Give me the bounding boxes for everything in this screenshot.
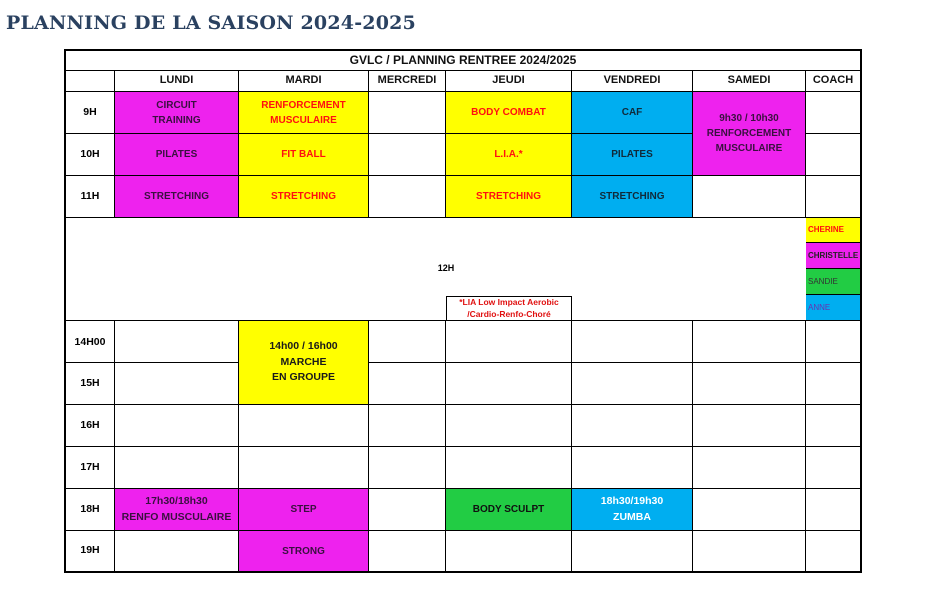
empty-cell bbox=[572, 321, 693, 363]
empty-cell bbox=[115, 531, 239, 571]
time-11h: 11H bbox=[66, 176, 115, 218]
empty-cell bbox=[446, 405, 572, 447]
empty-cell bbox=[239, 405, 369, 447]
empty-cell bbox=[446, 363, 572, 405]
page-title: PLANNING DE LA SAISON 2024-2025 bbox=[6, 12, 416, 34]
empty-cell bbox=[693, 321, 806, 363]
empty-cell bbox=[369, 531, 446, 571]
empty-cell bbox=[806, 176, 860, 218]
class-lundi-9h: CIRCUIT TRAINING bbox=[115, 92, 239, 134]
day-header-mardi: MARDI bbox=[239, 70, 369, 92]
empty-cell bbox=[369, 92, 446, 134]
corner-cell bbox=[66, 70, 115, 92]
empty-cell bbox=[806, 92, 860, 134]
empty-cell bbox=[693, 489, 806, 531]
time-14h: 14H00 bbox=[66, 321, 115, 363]
class-mardi-19h: STRONG bbox=[239, 531, 369, 571]
schedule-title: GVLC / PLANNING RENTREE 2024/2025 bbox=[66, 51, 860, 71]
empty-cell bbox=[369, 134, 446, 176]
class-jeudi-18h: BODY SCULPT bbox=[446, 489, 572, 531]
empty-cell bbox=[806, 531, 860, 571]
empty-cell bbox=[369, 405, 446, 447]
noon-band: 12H bbox=[66, 218, 806, 321]
empty-cell bbox=[693, 176, 806, 218]
class-vendredi-10h: PILATES bbox=[572, 134, 693, 176]
empty-cell bbox=[806, 447, 860, 489]
empty-cell bbox=[806, 363, 860, 405]
empty-cell bbox=[369, 447, 446, 489]
class-jeudi-10h: L.I.A.* bbox=[446, 134, 572, 176]
schedule-table bbox=[64, 49, 862, 573]
time-10h: 10H bbox=[66, 134, 115, 176]
empty-cell bbox=[115, 321, 239, 363]
empty-cell bbox=[806, 405, 860, 447]
coach-cherine: CHERINE bbox=[806, 218, 860, 243]
empty-cell bbox=[572, 447, 693, 489]
coach-anne: ANNE bbox=[806, 295, 860, 321]
day-header-jeudi: JEUDI bbox=[446, 70, 572, 92]
day-header-samedi: SAMEDI bbox=[693, 70, 806, 92]
class-jeudi-11h: STRETCHING bbox=[446, 176, 572, 218]
time-18h: 18H bbox=[66, 489, 115, 531]
class-lundi-11h: STRETCHING bbox=[115, 176, 239, 218]
empty-cell bbox=[572, 363, 693, 405]
time-17h: 17H bbox=[66, 447, 115, 489]
empty-cell bbox=[446, 531, 572, 571]
class-lundi-10h: PILATES bbox=[115, 134, 239, 176]
empty-cell bbox=[693, 405, 806, 447]
coach-christelle: CHRISTELLE bbox=[806, 243, 860, 269]
class-mardi-18h: STEP bbox=[239, 489, 369, 531]
time-9h: 9H bbox=[66, 92, 115, 134]
class-mardi-14h: 14h00 / 16h00 MARCHE EN GROUPE bbox=[239, 321, 369, 405]
empty-cell bbox=[239, 447, 369, 489]
class-vendredi-11h: STRETCHING bbox=[572, 176, 693, 218]
class-mardi-10h: FIT BALL bbox=[239, 134, 369, 176]
empty-cell bbox=[369, 363, 446, 405]
class-mardi-11h: STRETCHING bbox=[239, 176, 369, 218]
empty-cell bbox=[693, 363, 806, 405]
empty-cell bbox=[446, 447, 572, 489]
class-mardi-9h: RENFORCEMENT MUSCULAIRE bbox=[239, 92, 369, 134]
empty-cell bbox=[806, 321, 860, 363]
empty-cell bbox=[693, 447, 806, 489]
empty-cell bbox=[369, 176, 446, 218]
empty-cell bbox=[369, 321, 446, 363]
day-header-lundi: LUNDI bbox=[115, 70, 239, 92]
lia-footnote: *LIA Low Impact Aerobic /Cardio-Renfo-Choré bbox=[446, 296, 572, 321]
empty-cell bbox=[115, 447, 239, 489]
time-19h: 19H bbox=[66, 531, 115, 571]
class-samedi-9h: 9h30 / 10h30 RENFORCEMENT MUSCULAIRE bbox=[693, 92, 806, 176]
day-header-vendredi: VENDREDI bbox=[572, 70, 693, 92]
day-header-mercredi: MERCREDI bbox=[369, 70, 446, 92]
empty-cell bbox=[806, 134, 860, 176]
empty-cell bbox=[115, 363, 239, 405]
empty-cell bbox=[572, 531, 693, 571]
class-lundi-18h: 17h30/18h30 RENFO MUSCULAIRE bbox=[115, 489, 239, 531]
class-vendredi-18h: 18h30/19h30 ZUMBA bbox=[572, 489, 693, 531]
time-15h: 15H bbox=[66, 363, 115, 405]
empty-cell bbox=[369, 489, 446, 531]
class-jeudi-9h: BODY COMBAT bbox=[446, 92, 572, 134]
empty-cell bbox=[446, 321, 572, 363]
coach-sandie: SANDIE bbox=[806, 269, 860, 295]
empty-cell bbox=[115, 405, 239, 447]
coach-header: COACH bbox=[806, 70, 860, 92]
empty-cell bbox=[806, 489, 860, 531]
time-16h: 16H bbox=[66, 405, 115, 447]
empty-cell bbox=[572, 405, 693, 447]
class-vendredi-9h: CAF bbox=[572, 92, 693, 134]
empty-cell bbox=[693, 531, 806, 571]
